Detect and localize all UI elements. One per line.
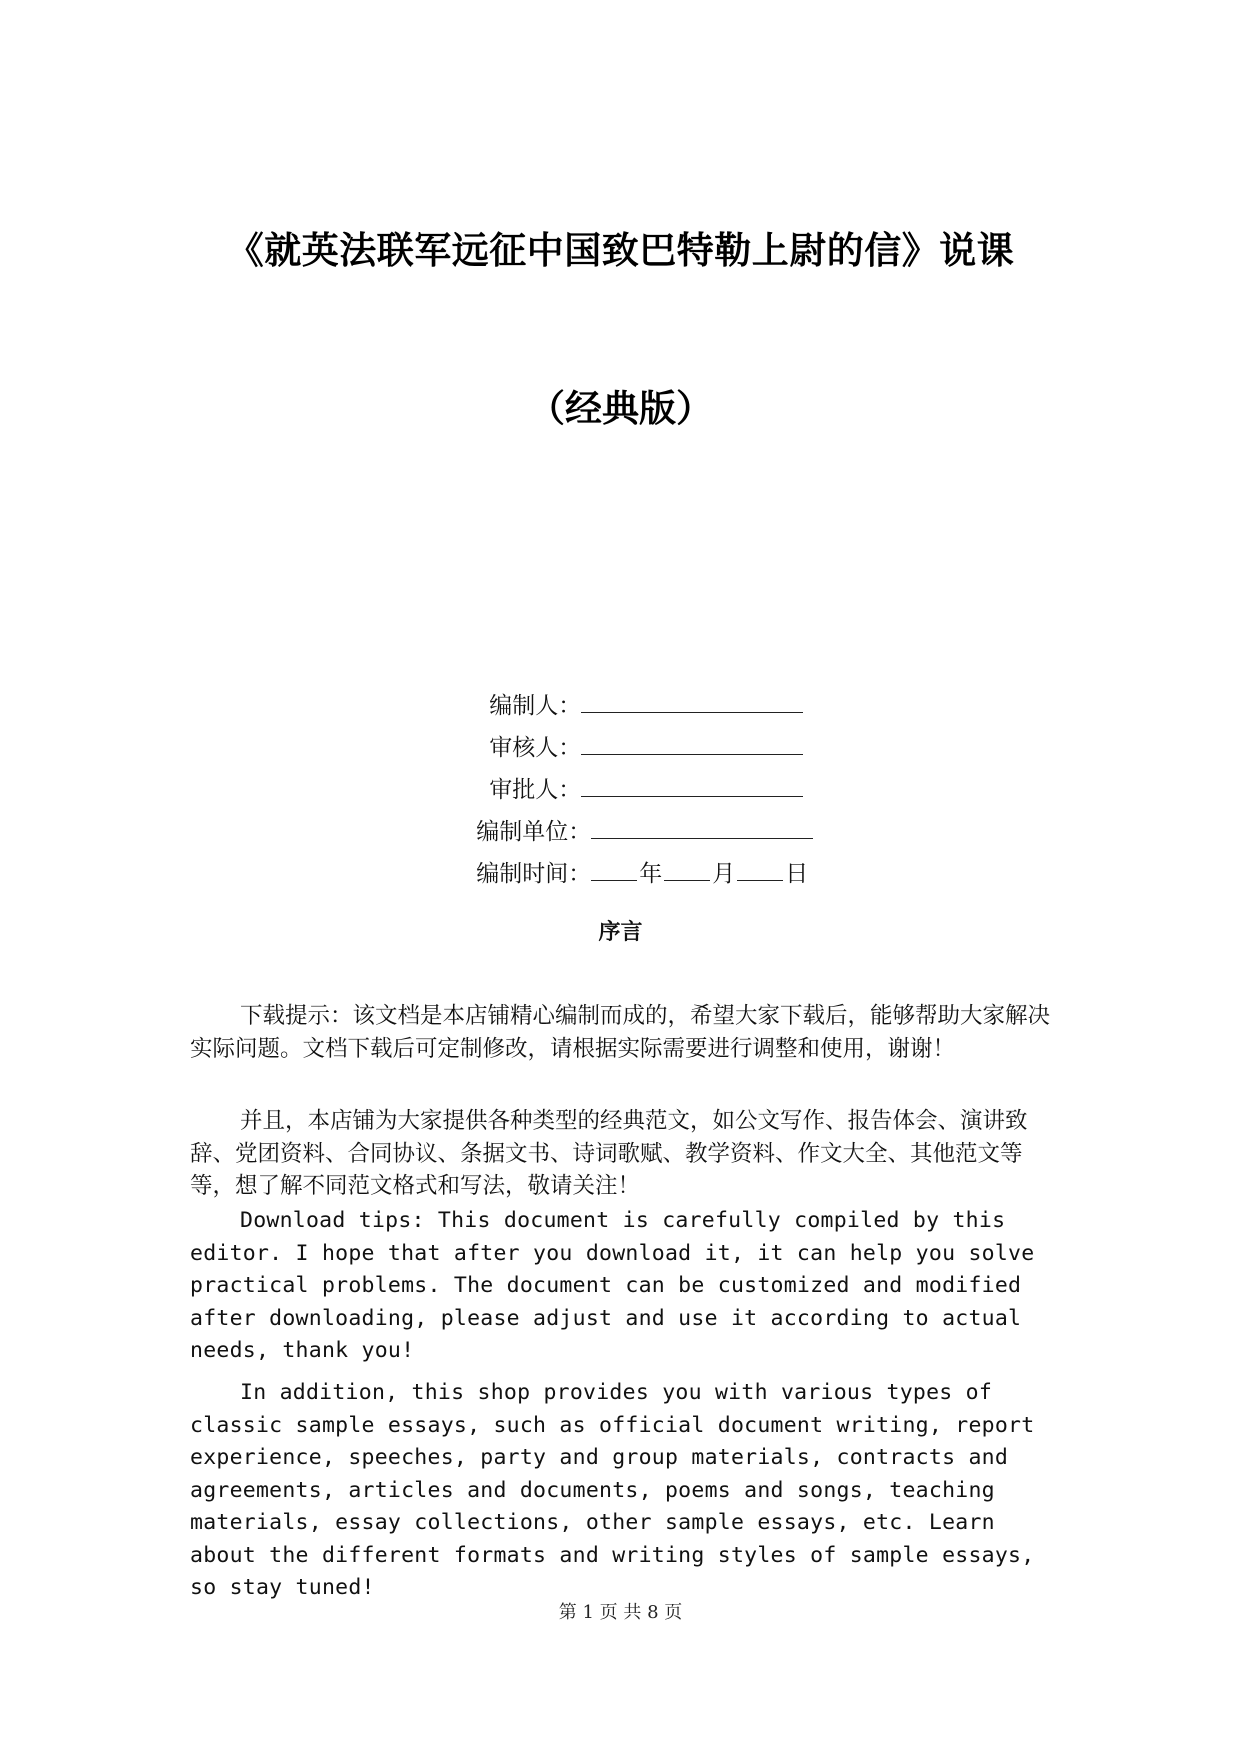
- document-subtitle: （经典版）: [528, 387, 713, 430]
- day-label: 日: [785, 861, 809, 887]
- month-label: 月: [712, 861, 736, 887]
- reviewer-label: 审核人：: [489, 735, 582, 761]
- preface-paragraph-english: Download tips: This document is carefully compiled by this editor. I hope that after you download it, it can help you solve practical problems. The document can be customized and modified after downloading, please adjust and use it according to actual needs, thank you!: [190, 1208, 1035, 1363]
- year-blank: [591, 858, 637, 881]
- day-blank: [737, 858, 783, 881]
- compiler-label: 编制人：: [489, 693, 582, 719]
- preface-heading: 序言: [598, 920, 643, 945]
- time-row: [447, 828, 810, 919]
- time-label: 编制时间：: [476, 861, 592, 887]
- month-blank: [664, 858, 710, 881]
- preface-paragraph: 并且，本店铺为大家提供各种类型的经典范文，如公文写作、报告体会、演讲致辞、党团资料、合同协议、条据文书、诗词歌赋、教学资料、作文大全、其他范文等等，想了解不同范文格式和写法，敬请关注！: [190, 1108, 1028, 1199]
- year-label: 年: [639, 861, 663, 887]
- page-number-footer: 第 1 页 共 8 页: [558, 1602, 683, 1623]
- approver-label: 审批人：: [489, 777, 582, 803]
- document-title: 《就英法联军远征中国致巴特勒上尉的信》说课: [226, 229, 1015, 272]
- preface-paragraph: 下载提示：该文档是本店铺精心编制而成的，希望大家下载后，能够帮助大家解决实际问题。文档下载后可定制修改，请根据实际需要进行调整和使用，谢谢！: [190, 1003, 1051, 1062]
- unit-label: 编制单位：: [476, 819, 592, 845]
- preface-paragraph-english: In addition, this shop provides you with various types of classic sample essays, such as official document writing, report experience, speeches, party and group materials, contracts and agreements, articles and documents, poems and songs, teaching materials, essay collections, other sample essays, etc. Learn about the different formats and writing styles of sample essays, so stay tuned!: [190, 1380, 1035, 1600]
